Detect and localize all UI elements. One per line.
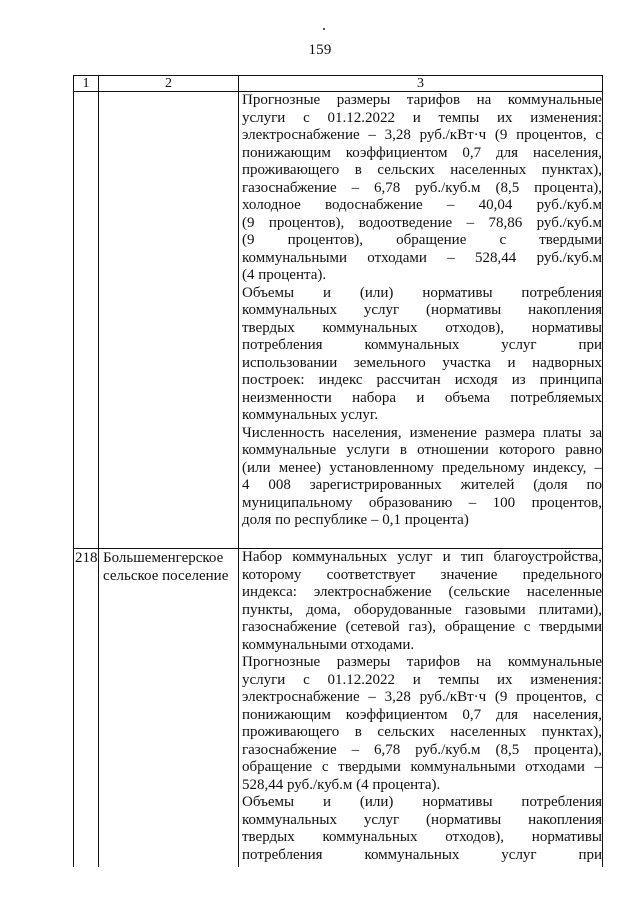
text-line: Прогнозные размеры тарифов на коммунальные (242, 92, 602, 108)
settlement-name (99, 92, 239, 549)
text-line: (или менее) установленному предельному индексу, – (242, 459, 602, 476)
header-col-2: 2 (99, 76, 239, 92)
settlement-name-line: сельское поселение (103, 568, 229, 584)
table-row (74, 549, 603, 868)
settlement-name-line: Большеменгерское (103, 550, 224, 566)
row-number (74, 92, 99, 549)
row-number: 218 (74, 549, 99, 868)
text-line: газоснабжение (сетевой газ), обращение с твердыми (242, 619, 602, 635)
text-line: пункты, дома, оборудованные газовыми плитами), (242, 601, 602, 618)
text-line: муниципальному образованию – 100 процентов, (242, 494, 602, 511)
text-line: проживающего в сельских населенных пунктах), (242, 162, 602, 178)
text-line: холодное водоснабжение – 40,04 руб./куб.м (242, 197, 602, 213)
text-line: коммунальных услуг. (242, 407, 379, 423)
text-line: потребления коммунальных услуг при (242, 337, 602, 353)
text-line: (9 процентов), обращение с твердыми (242, 232, 602, 248)
text-line: потребления коммунальных услуг при (242, 846, 602, 863)
text-line: (9 процентов), водоотведение – 78,86 руб./куб.м (242, 214, 602, 231)
header-col-3: 3 (239, 76, 603, 92)
text-line: использовании земельного участка и надворных (242, 354, 602, 371)
text-line: доля по республике – 0,1 процента) (242, 512, 469, 528)
text-line: Набор коммунальных услуг и тип благоустройства, (242, 549, 602, 565)
text-line: твердых коммунальных отходов), нормативы (242, 319, 602, 336)
row-text (239, 92, 603, 549)
text-line: газоснабжение – 6,78 руб./куб.м (8,5 процента), (242, 741, 602, 758)
text-line: Численность населения, изменение размера платы за (242, 424, 602, 441)
text-line: электроснабжение – 3,28 руб./кВт·ч (9 процентов, с (242, 127, 602, 143)
text-line: коммунальными отходами. (242, 636, 415, 653)
row-text (239, 549, 603, 868)
text-line: проживающего в сельских населенных пунктах), (242, 724, 602, 740)
table-row (74, 92, 603, 549)
text-line: 4 008 зарегистрированных жителей (доля по (242, 477, 602, 493)
text-line: твердых коммунальных отходов), нормативы (242, 829, 602, 845)
table-header-row (74, 76, 603, 92)
text-line: которому соответствует значение предельного (242, 566, 602, 583)
text-line: услуги с 01.12.2022 и темпы их изменения: (242, 671, 602, 688)
tariff-table (73, 75, 603, 867)
text-line: понижающим коэффициентом 0,7 для населения, (242, 144, 602, 161)
text-line: Объемы и (или) нормативы потребления (242, 794, 602, 810)
text-line: коммунальных услуг (нормативы накопления (242, 811, 602, 828)
text-line: электроснабжение – 3,28 руб./кВт·ч (9 процентов, с (242, 689, 602, 705)
text-line: неизменности набора и объема потребляемых (242, 389, 602, 406)
text-line: Прогнозные размеры тарифов на коммунальные (242, 654, 602, 670)
text-line: услуги с 01.12.2022 и темпы их изменения: (242, 109, 602, 126)
text-line: индекса: электроснабжение (сельские населенные (242, 584, 602, 600)
settlement-name (99, 549, 239, 868)
text-line: построек: индекс рассчитан исходя из принципа (242, 372, 602, 388)
text-line: понижающим коэффициентом 0,7 для населения, (242, 706, 602, 723)
text-line: 528,44 руб./куб.м (4 процента). (242, 776, 441, 793)
text-line: коммунальные услуги в отношении которого равно (242, 442, 602, 458)
text-line: обращение с твердыми коммунальными отходами – (242, 759, 602, 775)
header-col-1: 1 (74, 76, 99, 92)
page-number: 159 (308, 42, 332, 58)
scan-speck (323, 28, 325, 30)
text-line: Объемы и (или) нормативы потребления (242, 284, 602, 301)
text-line: коммунальных услуг (нормативы накопления (242, 302, 602, 318)
text-line: (4 процента). (242, 267, 327, 283)
text-line: коммунальными отходами – 528,44 руб./куб.м (242, 249, 602, 266)
text-line: газоснабжение – 6,78 руб./куб.м (8,5 процента), (242, 179, 602, 196)
